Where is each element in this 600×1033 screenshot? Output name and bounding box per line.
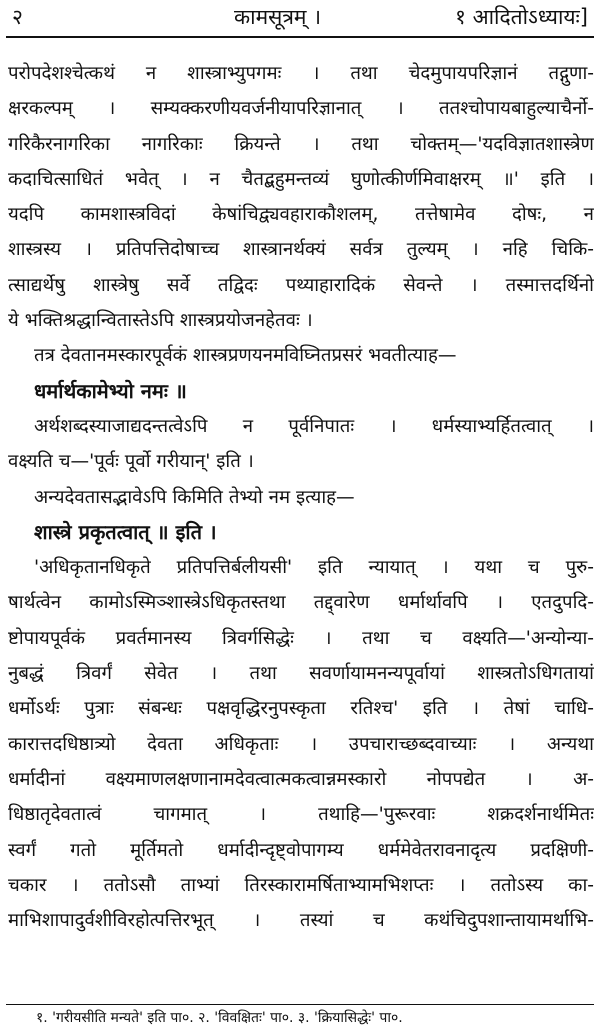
text-line: यदपि कामशास्त्रविदां केषांचिद्व्यवहाराकौशलम्, तत्तेषामेव दोषः, न [8,204,594,226]
text-line: परोपदेशश्चेत्कथं न शास्त्राभ्युपगमः । तथा चेदमुपायपरिज्ञानं तद्गुणा- [8,63,594,84]
text-line: तत्र देवतानमस्कारपूर्वकं शास्त्रप्रणयनमविघ्नितप्रसरं भवतीत्याह— [34,345,457,367]
text-line: 'अधिकृतानधिकृते प्रतिपत्तिर्बलीयसी' इति न्यायात् । यथा च पुरु- [34,557,594,579]
text-line: धर्मोऽर्थः पुत्राः संबन्धः पक्षवृद्धिरनुपस्कृता रतिश्च' इति । तेषां चाधि- [8,698,594,720]
text-line: धर्मादीनां वक्ष्यमाणलक्षणानामदेवत्वात्मकत्वान्नमस्कारो नोपपद्येत । अ- [8,768,594,790]
text-line: क्षरकल्पम् । सम्यक्करणीयवर्जनीयापरिज्ञानात् । ततश्चोपायबाहुल्याचैर्नो- [8,98,594,120]
text-line: ये भक्तिश्रद्धान्वितास्तेऽपि शास्त्रप्रयोजनहेतवः । [8,310,313,332]
header-chapter: १ आदितोऽध्यायः] [455,5,588,29]
text-line: गरिकैरनागरिका नागरिकाः क्रियन्ते । तथा चोक्तम्—'यदविज्ञातशास्त्रेण [8,133,594,155]
commentary-text [8,56,594,938]
text-line: शास्त्रस्य । प्रतिपत्तिदोषाच्च शास्त्रानर्थक्यं सर्वत्र तुल्यम् । नहि चिकि- [8,239,594,261]
text-line: अर्थशब्दस्याजाद्यदन्तत्वेऽपि न पूर्वनिपातः । धर्मस्याभ्यर्हितत्वात् । [34,415,594,437]
text-line: माभिशापादुर्वशीविरहोत्पत्तिरभूत् । तस्यां च कथंचिदुपशान्तायामर्थाभि- [8,910,594,932]
text-line: वक्ष्यति च—'पूर्वः पूर्वो गरीयान्' इति । [8,451,254,473]
text-line: अन्यदेवतासद्भावेऽपि किमिति तेभ्यो नम इत्याह— [34,486,355,508]
text-line: त्साद्यर्थेषु शास्त्रेषु सर्वे तद्विदः पथ्याहारादिकं सेवन्ते । तस्मात्तदर्थिनो [8,274,594,296]
sutra-line: शास्त्रे प्रकृतत्वात् ॥ इति । [34,519,217,544]
header-title: कामसूत्रम् । [234,5,322,29]
text-line: स्वर्गं गतो मूर्तिमतो धर्मादीन्दृष्ट्वोपागम्य धर्ममेवेतरावनादृत्य प्रदक्षिणी- [8,839,594,861]
text-line: धिष्ठातृदेवतात्वं चागमात् । तथाहि—'पुरूरवाः शक्रदर्शनार्थमितः [8,804,594,826]
text-line: ष्टोपायपूर्वकं प्रवर्तमानस्य त्रिवर्गसिद्धेः । तथा च वक्ष्यति—'अन्योन्या- [8,627,594,649]
page-number: २ [12,5,23,29]
text-line: कारात्तदधिष्ठात्र्यो देवता अधिकृताः । उपचाराच्छब्दवाच्याः । अन्यथा [8,733,594,755]
footnote: १. 'गरीयसीति मन्यते' इति पा०. २. 'विवक्षितः' पा०. ३. 'क्रियासिद्धेः' पा०. [36,1010,403,1026]
text-line: नुबद्धं त्रिवर्गं सेवेत । तथा सवर्णायामनन्यपूर्वायां शास्त्रतोऽधिगतायां [8,663,594,685]
running-header [6,0,594,50]
text-line: चकार । ततोऽसौ ताभ्यां तिरस्कारामर्षिताभ्यामभिशप्तः । ततोऽस्य का- [8,874,594,896]
text-line: कदाचित्साधितं भवेत् । न चैतद्बहुमन्तव्यं घुणोत्कीर्णमिवाक्षरम् ॥' इति । [8,168,594,190]
sutra-line: धर्मार्थकामेभ्यो नमः ॥ [34,378,187,403]
text-line: षार्थत्वेन कामोऽस्मिञ्शास्त्रेऽधिकृतस्तथा तद्द्वारेण धर्मार्थावपि । एतदुपदि- [8,592,594,614]
header-rule [6,36,594,38]
footnote-rule [6,1004,594,1005]
